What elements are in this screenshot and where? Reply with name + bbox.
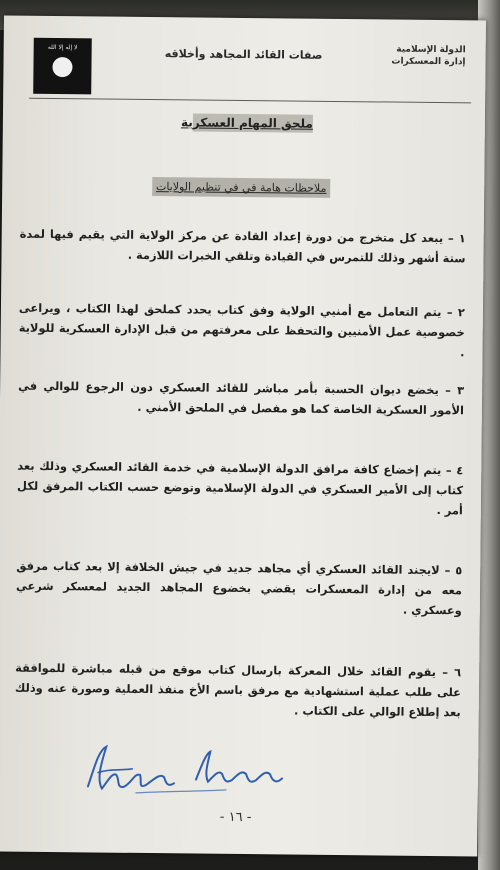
black-flag-logo [33,38,92,95]
list-item: ٤ – يتم إخضاع كافة مرافق الدولة الإسلامية في خدمة القائد العسكري وذلك بعد كتاب إلى الأمير العسكري في الدولة الإسلامية وتوضع حسب الكتاب المرفق لكل أمر . [17,458,464,518]
handwritten-signature [76,738,337,801]
org-line-2: إدارة المعسكرات [391,56,466,68]
page-number: - ١٦ - [219,809,252,826]
header-divider [29,98,471,104]
list-item: ١ – يبعد كل متخرج من دورة إعداد القادة عن مركز الولاية التي يقيم فيها لمدة ستة أشهر وذلك للتمرس في القيادة وتلقي الخبرات اللازمة . [19,226,466,266]
list-item: ٢ – يتم التعامل مع أمنيي الولاية وفق كتاب يحدد كملحق لهذا الكتاب ، ويراعى خصوصية عمل الأمنيين والتحفظ على معرفتهم من قبل الإدارة العسكرية للولاية . [18,300,466,360]
logo-text: لا إله إلا الله [47,43,78,52]
list-item: ٥ – لايجند القائد العسكري أي مجاهد جديد في جيش الخلافة إلا بعد كتاب مرفق معه من إدارة المعسكرات يقضي بخضوع المجاهد الجديد لمعسكر شرعي وعسكري . [15,558,463,618]
notes-title: ملاحظات هامة في في تنظيم الولايات [152,177,330,198]
header-title: صفات القائد المجاهد وأخلاقه [164,47,323,62]
list-item: ٣ – يخضع ديوان الحسبة بأمر مباشر للقائد العسكري دون الرجوع للوالي في الأمور العسكرية الخاصة كما هو مفصل في الملحق الأمني . [18,378,465,418]
organization-label [385,43,465,68]
document-page [0,15,486,856]
seal-icon [52,57,72,77]
annex-title: ملحق المهام العسكرية [180,115,313,131]
list-item: ٦ – يقوم القائد خلال المعركة بارسال كتاب موقع من قبله مباشرة للموافقة على طلب عملية استشهادية مع مرفق باسم الأخ منفذ العملية وصورة عنه وذلك بعد إطلاع الوالي على الكتاب . [14,660,462,720]
org-line-1: الدولة الإسلامية [396,44,466,56]
